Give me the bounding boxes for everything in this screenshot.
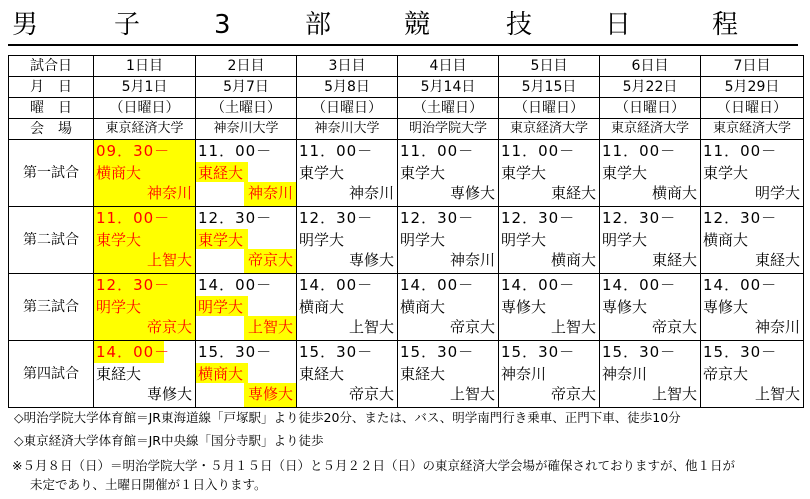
home-team: 明学大	[299, 231, 345, 249]
game	[398, 207, 498, 273]
game	[701, 341, 803, 407]
away-team: 東経大	[754, 251, 800, 269]
venue-cell: 東京経済大学	[701, 119, 804, 140]
game-time: 11．00－	[602, 142, 677, 160]
away-team: 専修大	[348, 251, 394, 269]
game	[196, 274, 296, 340]
weekday-cell: （日曜日）	[94, 98, 196, 119]
away-team: 帝京大	[247, 251, 293, 269]
game-cell	[499, 207, 600, 274]
game	[94, 140, 195, 206]
game-time: 11．00－	[198, 142, 273, 160]
round-cell: 5日目	[499, 56, 600, 77]
round-cell: 3日目	[297, 56, 398, 77]
game	[600, 274, 700, 340]
note-venue-remark-cont: 未定であり、土曜日開催が１日入ります。	[30, 477, 267, 492]
home-team: 東学大	[400, 164, 446, 182]
match-label: 第二試合	[9, 207, 94, 274]
away-team: 横商大	[550, 251, 596, 269]
game	[600, 140, 700, 206]
game-cell	[600, 341, 701, 408]
game-cell	[600, 140, 701, 207]
game-time: 12．30－	[400, 209, 475, 227]
home-team: 東経大	[400, 365, 446, 383]
venue-cell: 東京経済大学	[94, 119, 196, 140]
game-cell	[701, 207, 804, 274]
away-team: 帝京大	[449, 318, 495, 336]
date-cell: 5月7日	[196, 77, 297, 98]
game-cell	[196, 341, 297, 408]
game	[600, 207, 700, 273]
game-time: 15．30－	[602, 343, 677, 361]
game-cell	[499, 140, 600, 207]
home-team: 東学大	[703, 164, 749, 182]
game-cell	[297, 274, 398, 341]
game	[196, 140, 296, 206]
venue-header: 会 場	[9, 119, 94, 140]
away-team: 東経大	[550, 184, 596, 202]
game-cell	[94, 341, 196, 408]
match-row	[9, 207, 804, 274]
game-time: 14．00－	[703, 276, 778, 294]
home-team: 明学大	[400, 231, 446, 249]
note-meiji-access: ◇明治学院大学体育館＝JR東海道線「戸塚駅」より徒歩20分、または、バス、明学南門行き乗車、正門下車、徒歩10分	[14, 410, 681, 425]
away-team: 帝京大	[146, 318, 192, 336]
game-cell	[297, 140, 398, 207]
venue-cell: 東京経済大学	[499, 119, 600, 140]
weekday-cell: （日曜日）	[499, 98, 600, 119]
away-team: 上智大	[146, 251, 192, 269]
game-cell	[398, 140, 499, 207]
home-team: 東経大	[299, 365, 345, 383]
away-team: 神奈川	[146, 184, 192, 202]
away-team: 上智大	[550, 318, 596, 336]
game-time: 12．30－	[299, 209, 374, 227]
date-header: 月 日	[9, 77, 94, 98]
date-cell: 5月29日	[701, 77, 804, 98]
game-cell	[297, 207, 398, 274]
game-time: 14．00－	[501, 276, 576, 294]
home-team: 明学大	[198, 298, 244, 316]
home-team: 東学大	[198, 231, 244, 249]
page-title	[8, 6, 798, 46]
away-team: 上智大	[247, 318, 293, 336]
venue-cell: 神奈川大学	[196, 119, 297, 140]
title-char: 程	[712, 10, 739, 40]
away-team: 明学大	[754, 184, 800, 202]
title-char: 子	[114, 10, 141, 40]
home-team: 東学大	[501, 164, 547, 182]
game	[398, 140, 498, 206]
home-team: 専修大	[602, 298, 648, 316]
away-team: 神奈川	[754, 318, 800, 336]
game	[196, 207, 296, 273]
weekday-cell: （日曜日）	[297, 98, 398, 119]
game-cell	[398, 274, 499, 341]
date-cell: 5月22日	[600, 77, 701, 98]
game-cell	[701, 140, 804, 207]
game-time: 14．00－	[299, 276, 374, 294]
home-team: 専修大	[703, 298, 749, 316]
weekday-cell: （土曜日）	[398, 98, 499, 119]
game-time: 15．30－	[299, 343, 374, 361]
game-time: 12．30－	[501, 209, 576, 227]
game-time: 15．30－	[198, 343, 273, 361]
game-time: 14．00－	[198, 276, 273, 294]
away-team: 専修大	[247, 385, 293, 403]
game	[600, 341, 700, 407]
home-team: 東経大	[96, 365, 142, 383]
away-team: 上智大	[754, 385, 800, 403]
date-row	[9, 77, 804, 98]
match-rows	[9, 140, 804, 408]
away-team: 神奈川	[247, 184, 293, 202]
date-cell: 5月15日	[499, 77, 600, 98]
game-cell	[398, 207, 499, 274]
match-row	[9, 341, 804, 408]
game-time: 11．00－	[703, 142, 778, 160]
game	[398, 274, 498, 340]
round-cell: 1日目	[94, 56, 196, 77]
game	[499, 274, 599, 340]
game-cell	[196, 140, 297, 207]
match-label: 第一試合	[9, 140, 94, 207]
game-time: 15．30－	[400, 343, 475, 361]
game-time: 12．30－	[602, 209, 677, 227]
match-row	[9, 140, 804, 207]
round-cell: 6日目	[600, 56, 701, 77]
away-team: 東経大	[651, 251, 697, 269]
game-cell	[94, 207, 196, 274]
game	[499, 341, 599, 407]
game-cell	[94, 140, 196, 207]
round-cell: 4日目	[398, 56, 499, 77]
game-time: 11．00－	[400, 142, 475, 160]
game-time: 12．30－	[198, 209, 273, 227]
title-char: 競	[404, 10, 431, 40]
game-time: 12．30－	[96, 276, 171, 294]
title-char: 3	[214, 10, 231, 40]
game-cell	[94, 274, 196, 341]
game-time: 14．00－	[400, 276, 475, 294]
match-row	[9, 274, 804, 341]
date-cell: 5月1日	[94, 77, 196, 98]
venue-row	[9, 119, 804, 140]
game	[94, 274, 195, 340]
schedule-table	[8, 55, 804, 408]
home-team: 横商大	[703, 231, 749, 249]
game-cell	[297, 341, 398, 408]
home-team: 神奈川	[501, 365, 547, 383]
weekday-row	[9, 98, 804, 119]
home-team: 神奈川	[602, 365, 648, 383]
game-cell	[701, 341, 804, 408]
game	[701, 140, 803, 206]
game	[398, 341, 498, 407]
away-team: 帝京大	[550, 385, 596, 403]
game	[499, 140, 599, 206]
title-char: 部	[305, 10, 332, 40]
title-char: 男	[12, 10, 39, 40]
away-team: 神奈川	[348, 184, 394, 202]
game	[499, 207, 599, 273]
home-team: 横商大	[299, 298, 345, 316]
game-cell	[600, 207, 701, 274]
round-header: 試合日	[9, 56, 94, 77]
game-time: 14．00－	[96, 343, 171, 361]
game-time: 11．00－	[501, 142, 576, 160]
game	[94, 207, 195, 273]
note-tokei-access: ◇東京経済大学体育館＝JR中央線「国分寺駅」より徒歩	[14, 433, 324, 448]
game-cell	[701, 274, 804, 341]
game-time: 11．00－	[96, 209, 171, 227]
away-team: 横商大	[651, 184, 697, 202]
round-row	[9, 56, 804, 77]
round-cell: 7日目	[701, 56, 804, 77]
game-cell	[499, 341, 600, 408]
away-team: 専修大	[146, 385, 192, 403]
date-cell: 5月8日	[297, 77, 398, 98]
venue-cell: 神奈川大学	[297, 119, 398, 140]
game-time: 14．00－	[602, 276, 677, 294]
away-team: 上智大	[651, 385, 697, 403]
weekday-cell: （日曜日）	[600, 98, 701, 119]
home-team: 横商大	[198, 365, 244, 383]
game	[297, 341, 397, 407]
weekday-cell: （日曜日）	[701, 98, 804, 119]
away-team: 上智大	[348, 318, 394, 336]
game-cell	[196, 274, 297, 341]
away-team: 上智大	[449, 385, 495, 403]
home-team: 横商大	[96, 164, 142, 182]
home-team: 東学大	[96, 231, 142, 249]
game	[196, 341, 296, 407]
note-venue-remark: ※５月８日（日）＝明治学院大学・５月１５日（日）と５月２２日（日）の東京経済大学会場が確保されておりますが、他１日が	[12, 458, 735, 473]
game-time: 15．30－	[703, 343, 778, 361]
game	[297, 207, 397, 273]
game	[701, 207, 803, 273]
game-cell	[499, 274, 600, 341]
home-team: 東学大	[299, 164, 345, 182]
home-team: 帝京大	[703, 365, 749, 383]
game-time: 09．30－	[96, 142, 171, 160]
home-team: 明学大	[96, 298, 142, 316]
away-team: 専修大	[449, 184, 495, 202]
away-team: 帝京大	[651, 318, 697, 336]
away-team: 神奈川	[449, 251, 495, 269]
game-cell	[398, 341, 499, 408]
title-char: 日	[605, 10, 632, 40]
weekday-header: 曜 日	[9, 98, 94, 119]
venue-cell: 明治学院大学	[398, 119, 499, 140]
venue-cell: 東京経済大学	[600, 119, 701, 140]
round-cell: 2日目	[196, 56, 297, 77]
weekday-cell: （土曜日）	[196, 98, 297, 119]
game	[297, 274, 397, 340]
game-time: 12．30－	[703, 209, 778, 227]
home-team: 明学大	[602, 231, 648, 249]
home-team: 東経大	[198, 164, 244, 182]
game	[297, 140, 397, 206]
date-cell: 5月14日	[398, 77, 499, 98]
game-cell	[196, 207, 297, 274]
match-label: 第四試合	[9, 341, 94, 408]
game-time: 15．30－	[501, 343, 576, 361]
home-team: 横商大	[400, 298, 446, 316]
game	[94, 341, 195, 407]
away-team: 帝京大	[348, 385, 394, 403]
title-char: 技	[506, 10, 533, 40]
game-cell	[600, 274, 701, 341]
home-team: 東学大	[602, 164, 648, 182]
game	[701, 274, 803, 340]
match-label: 第三試合	[9, 274, 94, 341]
game-time: 11．00－	[299, 142, 374, 160]
home-team: 専修大	[501, 298, 547, 316]
home-team: 明学大	[501, 231, 547, 249]
